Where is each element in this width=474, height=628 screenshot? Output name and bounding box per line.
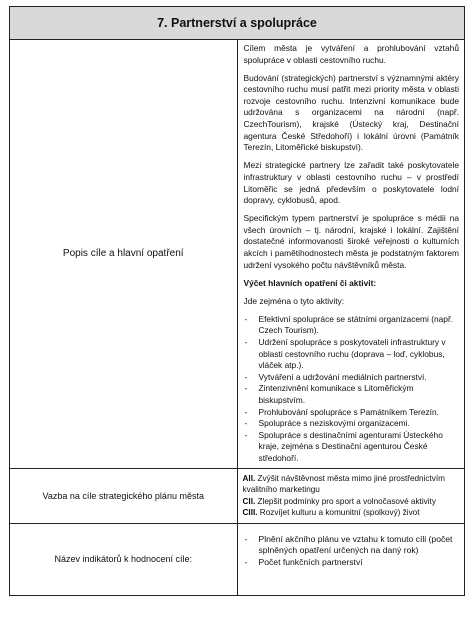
bullet-dash: - — [244, 418, 248, 429]
description-row — [10, 40, 465, 469]
list-item: - Spolupráce s destinačními agenturami Ústeckého kraje, zejména s Destinační agenturou České středohoří. — [244, 429, 443, 463]
list-item: - Udržení spolupráce s poskytovateli infrastruktury v oblasti cestovního ruchu (doprava – loď, cyklobus, vláček atp.). — [244, 337, 446, 371]
paragraph-partners: Mezi strategické partnery lze zařadit také poskytovatele infrastruktury v oblasti cestovního ruchu – v prostředí Litoměřic se jedná především o poskytovatele lodní dopravy, cyklobusů, apod. — [243, 160, 459, 206]
bullet-dash: - — [244, 371, 248, 382]
paragraph-partnerships: Budování (strategických) partnerství s významnými aktéry cestovního ruchu musí patřit mezi priority města v oblasti rozvoje cestovního ruchu. Intenzivní komunikace bude udržována s organizacemi na národní (např. CzechTourism), krajské (Ústecký kraj, Destinační agentura České Středohoří) i lokální úrovni (Památník Terezín, Litoměřické biskupství). — [243, 72, 459, 153]
description-label: Popis cíle a hlavní opatření — [10, 40, 238, 469]
indicators-row — [10, 523, 465, 595]
list-item: - Spolupráce s neziskovými organizacemi. — [244, 418, 410, 429]
measures-list — [244, 314, 460, 465]
goals-row — [10, 468, 465, 523]
section-title: 7. Partnerství a spolupráce — [10, 7, 465, 40]
list-item: - Efektivní spolupráce se státními organizacemi (např. Czech Tourism). — [244, 313, 454, 336]
bullet-dash: - — [244, 313, 248, 324]
goal-item: CIII. Rozvíjet kulturu a komunitní (spolkový) život — [242, 508, 420, 518]
indicators-list — [244, 534, 459, 569]
measures-heading: Výčet hlavních opatření či aktivit: — [243, 277, 377, 288]
bullet-dash: - — [244, 406, 248, 417]
goals-label: Vazba na cíle strategického plánu města — [10, 468, 238, 523]
paragraph-media: Specifickým typem partnerství je spolupráce s médii na všech úrovních – tj. národní, krajské i lokální. Zajištění dostatečné informovanosti široké veřejnosti o kulturních akcích i pamětihodnostech města je podstatným faktorem udržení vysokého počtu návštěvníků města. — [243, 213, 459, 270]
goal-item: CII. Zlepšit podmínky pro sport a volnočasové aktivity — [242, 496, 436, 506]
list-item: - Zintenzivnění komunikace s Litoměřickým biskupstvím. — [244, 383, 414, 406]
strategy-table-sheet — [9, 6, 465, 596]
goals-content — [237, 468, 465, 523]
list-item: - Plnění akčního plánu ve vztahu k tomuto cíli (počet splněných opatření určených na daný rok) — [244, 533, 453, 556]
list-item: - Prohlubování spolupráce s Památníkem Terezín. — [244, 406, 439, 417]
indicators-label: Název indikátorů k hodnocení cíle: — [10, 523, 238, 595]
list-item: - Vytváření a udržování mediálních partnerství. — [244, 371, 427, 382]
strategy-table — [9, 6, 465, 596]
list-item: - Počet funkčních partnerství — [244, 557, 363, 568]
title-row — [10, 7, 465, 40]
bullet-dash: - — [244, 557, 248, 568]
description-content — [237, 40, 465, 469]
paragraph-goal: Cílem města je vytváření a prohlubování vztahů spolupráce v oblasti cestovního ruchu. — [243, 43, 459, 65]
bullet-dash: - — [244, 337, 248, 348]
bullet-dash: - — [244, 533, 248, 544]
bullet-dash: - — [244, 383, 248, 394]
indicators-content — [237, 523, 465, 595]
measures-intro: Jde zejména o tyto aktivity: — [243, 295, 345, 306]
bullet-dash: - — [244, 429, 248, 440]
goal-item: AII. Zvýšit návštěvnost města mimo jiné prostřednictvím kvalitního marketingu — [242, 473, 445, 495]
